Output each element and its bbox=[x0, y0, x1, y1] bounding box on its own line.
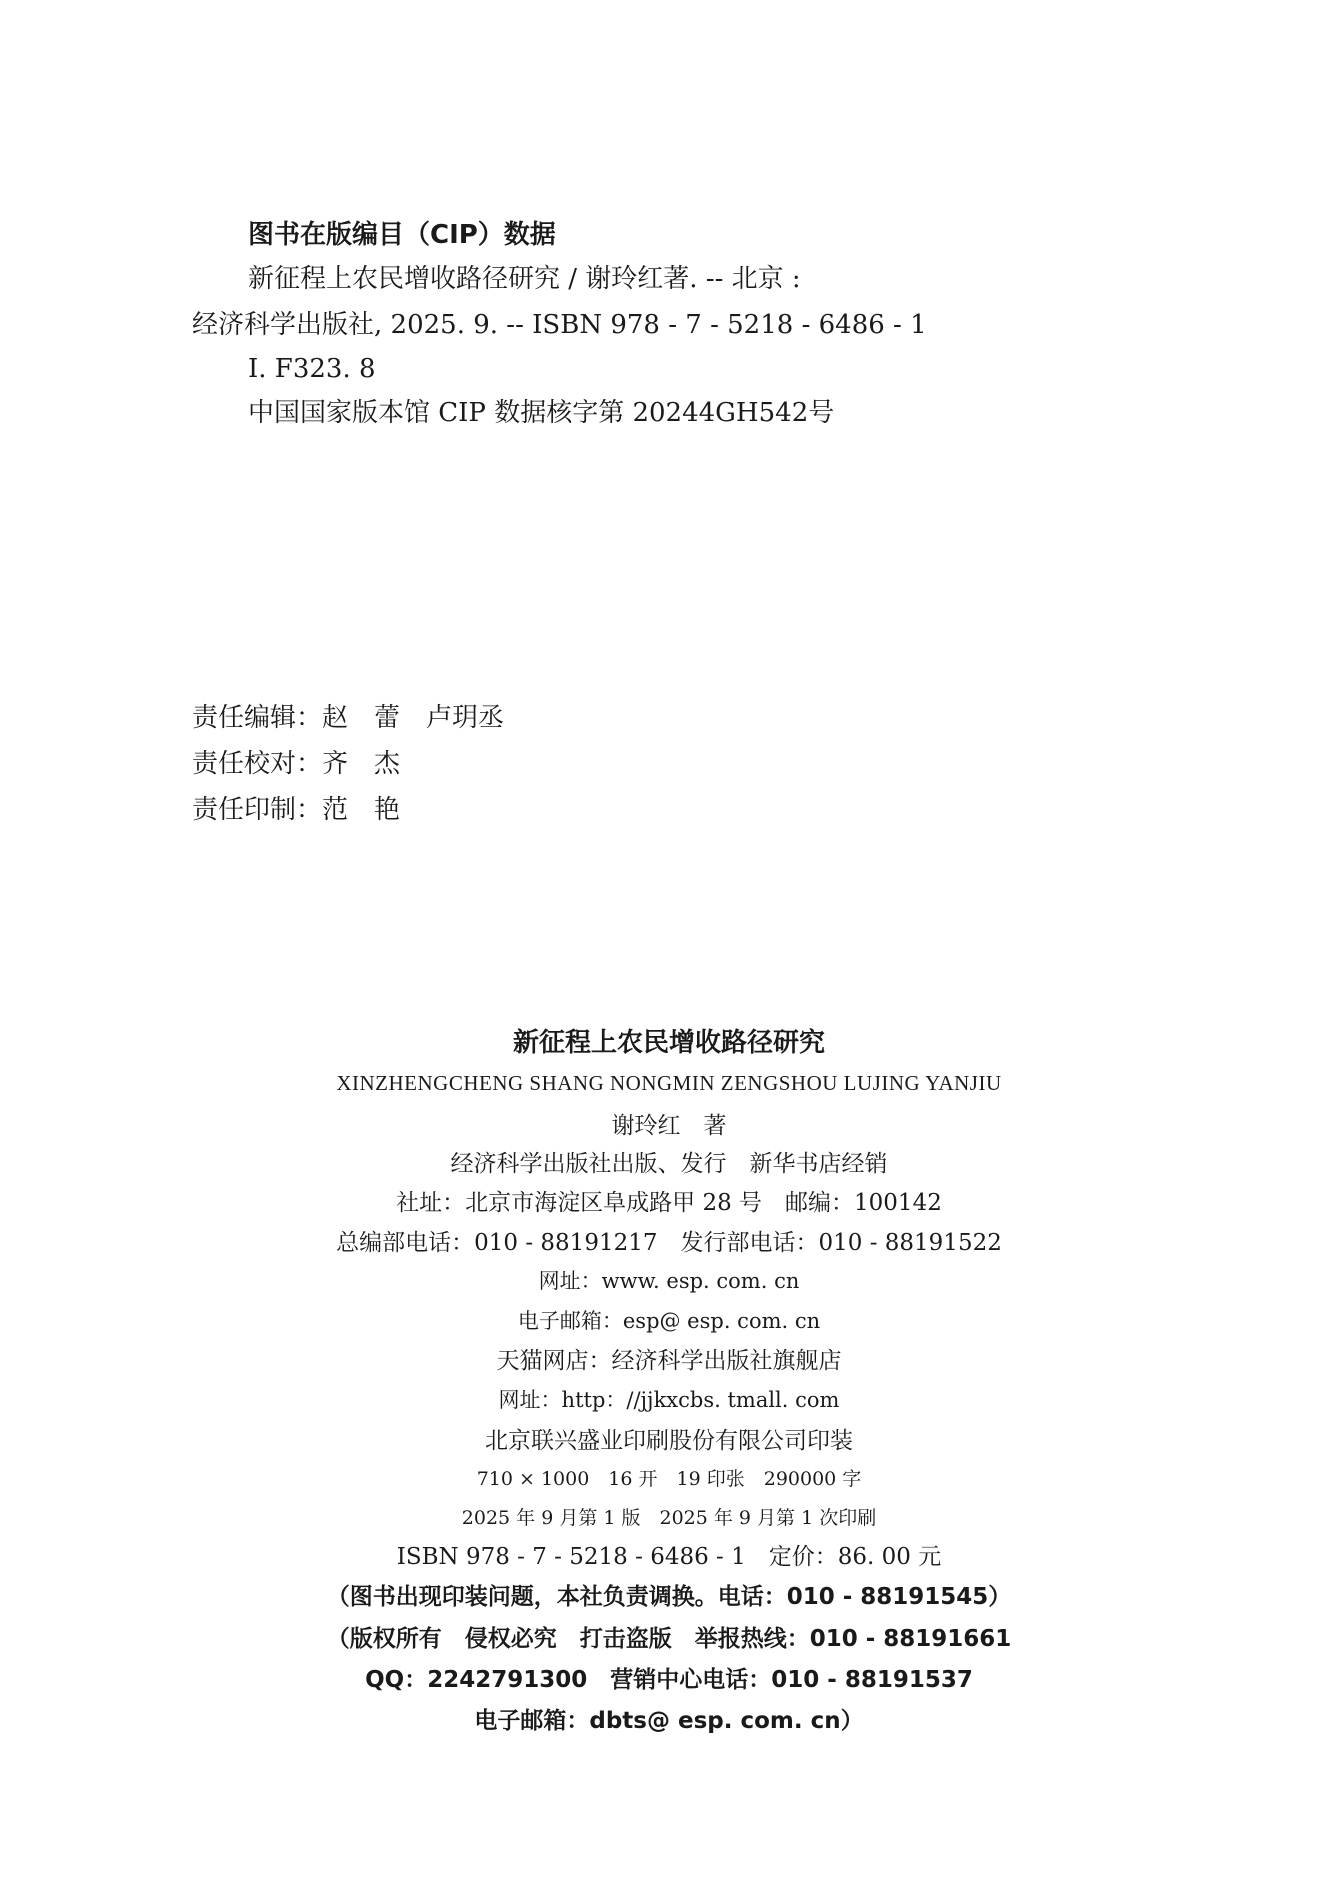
tmall-url: 网址：http：//jjkxcbs. tmall. com bbox=[498, 1388, 840, 1412]
responsible-proofreader: 责任校对：齐 杰 bbox=[192, 749, 401, 779]
cip-record-number-line: 中国国家版本馆 CIP 数据核字第 20244GH542号 bbox=[248, 398, 835, 428]
publisher-website: 网址：www. esp. com. cn bbox=[538, 1269, 800, 1293]
publisher-phones: 总编部电话：010 - 88191217 发行部电话：010 - 88191522 bbox=[336, 1230, 1002, 1256]
responsible-printing: 责任印制：范 艳 bbox=[192, 795, 401, 825]
book-title-pinyin: XINZHENGCHENG SHANG NONGMIN ZENGSHOU LUJING YANJIU bbox=[336, 1071, 1002, 1095]
notice-qq-marketing: QQ：2242791300 营销中心电话：010 - 88191537 bbox=[365, 1667, 973, 1693]
book-title: 新征程上农民增收路径研究 bbox=[512, 1028, 825, 1058]
notice-copyright: （版权所有 侵权必究 打击盗版 举报热线：010 - 88191661 bbox=[326, 1626, 1012, 1652]
book-author: 谢玲红 著 bbox=[611, 1113, 727, 1139]
cip-heading: 图书在版编目（CIP）数据 bbox=[248, 220, 556, 250]
cip-classification-line: Ⅰ. F323. 8 bbox=[248, 354, 376, 384]
publisher-address: 社址：北京市海淀区阜成路甲 28 号 邮编：100142 bbox=[396, 1190, 942, 1216]
tmall-store: 天猫网店：经济科学出版社旗舰店 bbox=[496, 1348, 842, 1374]
notice-print-issues: （图书出现印装问题，本社负责调换。电话：010 - 88191545） bbox=[326, 1584, 1012, 1610]
edition-info: 2025 年 9 月第 1 版 2025 年 9 月第 1 次印刷 bbox=[461, 1507, 877, 1529]
notice-email: 电子邮箱：dbts@ esp. com. cn） bbox=[474, 1708, 864, 1734]
publisher-line: 经济科学出版社出版、发行 新华书店经销 bbox=[450, 1151, 888, 1177]
cip-publisher-isbn-line: 经济科学出版社, 2025. 9. -- ISBN 978 - 7 - 5218 - 6486 - 1 bbox=[192, 310, 927, 340]
responsible-editor: 责任编辑：赵 蕾 卢玥丞 bbox=[192, 703, 505, 733]
publisher-email: 电子邮箱：esp@ esp. com. cn bbox=[517, 1309, 821, 1333]
book-format: 710 × 1000 16 开 19 印张 290000 字 bbox=[476, 1468, 862, 1490]
printer: 北京联兴盛业印刷股份有限公司印装 bbox=[485, 1428, 853, 1454]
isbn-price: ISBN 978 - 7 - 5218 - 6486 - 1 定价：86. 00 元 bbox=[396, 1544, 942, 1570]
cip-title-author-line: 新征程上农民增收路径研究 / 谢玲红著. -- 北京 : bbox=[248, 264, 801, 294]
